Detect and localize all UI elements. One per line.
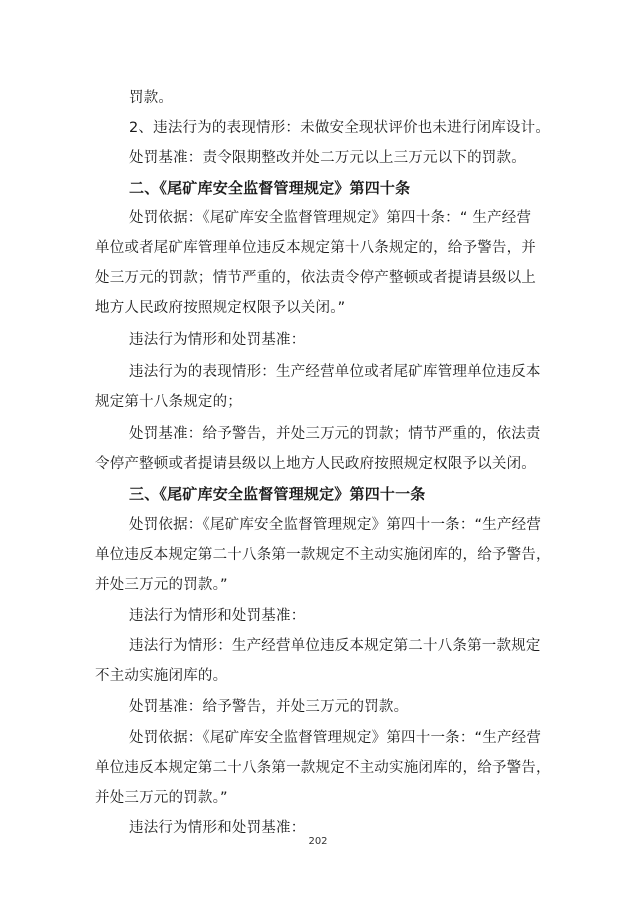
text-line: 不主动实施闭库的。	[95, 668, 228, 684]
text-line: 规定第十八条规定的；	[95, 394, 242, 410]
text-line: 违法行为情形和处罚基准：	[129, 820, 306, 836]
text-line: 并处三万元的罚款。”	[95, 790, 228, 806]
text-line: 并处三万元的罚款。”	[95, 577, 228, 593]
text-line: 罚款。	[129, 90, 174, 106]
text-line: 处罚依据：《尾矿库安全监督管理规定》第四十条：“ 生产经营	[129, 210, 532, 226]
text-line: 违法行为情形和处罚基准：	[129, 332, 306, 348]
text-line: 处罚基准：给予警告，并处三万元的罚款。	[129, 699, 409, 715]
text-line: 违法行为情形：生产经营单位违反本规定第二十八条第一款规定	[129, 638, 541, 654]
page-number: 202	[308, 836, 328, 847]
section-heading: 三、《尾矿库安全监督管理规定》第四十一条	[129, 485, 426, 503]
text-line: 处三万元的罚款；情节严重的，依法责令停产整顿或者提请县级以上	[95, 270, 536, 286]
text-line: 处罚依据：《尾矿库安全监督管理规定》第四十一条：“生产经营	[129, 517, 542, 533]
text-line: 单位或者尾矿库管理单位违反本规定第十八条规定的，给予警告，并	[95, 240, 536, 256]
text-line: 单位违反本规定第二十八条第一款规定不主动实施闭库的，给予警告，	[95, 760, 551, 776]
text-line: 处罚基准：责令限期整改并处二万元以上三万元以下的罚款。	[129, 150, 526, 166]
text-line: 2、违法行为的表现情形：未做安全现状评价也未进行闭库设计。	[129, 120, 551, 136]
text-line: 处罚基准：给予警告，并处三万元的罚款；情节严重的，依法责	[129, 426, 541, 442]
text-line: 处罚依据：《尾矿库安全监督管理规定》第四十一条：“生产经营	[129, 730, 542, 746]
text-line: 单位违反本规定第二十八条第一款规定不主动实施闭库的，给予警告，	[95, 547, 551, 563]
text-line: 地方人民政府按照规定权限予以关闭。”	[95, 300, 346, 316]
text-line: 违法行为情形和处罚基准：	[129, 608, 306, 624]
text-line: 令停产整顿或者提请县级以上地方人民政府按照规定权限予以关闭。	[95, 456, 536, 472]
text-line: 违法行为的表现情形：生产经营单位或者尾矿库管理单位违反本	[129, 364, 541, 380]
section-heading: 二、《尾矿库安全监督管理规定》第四十条	[129, 179, 411, 197]
